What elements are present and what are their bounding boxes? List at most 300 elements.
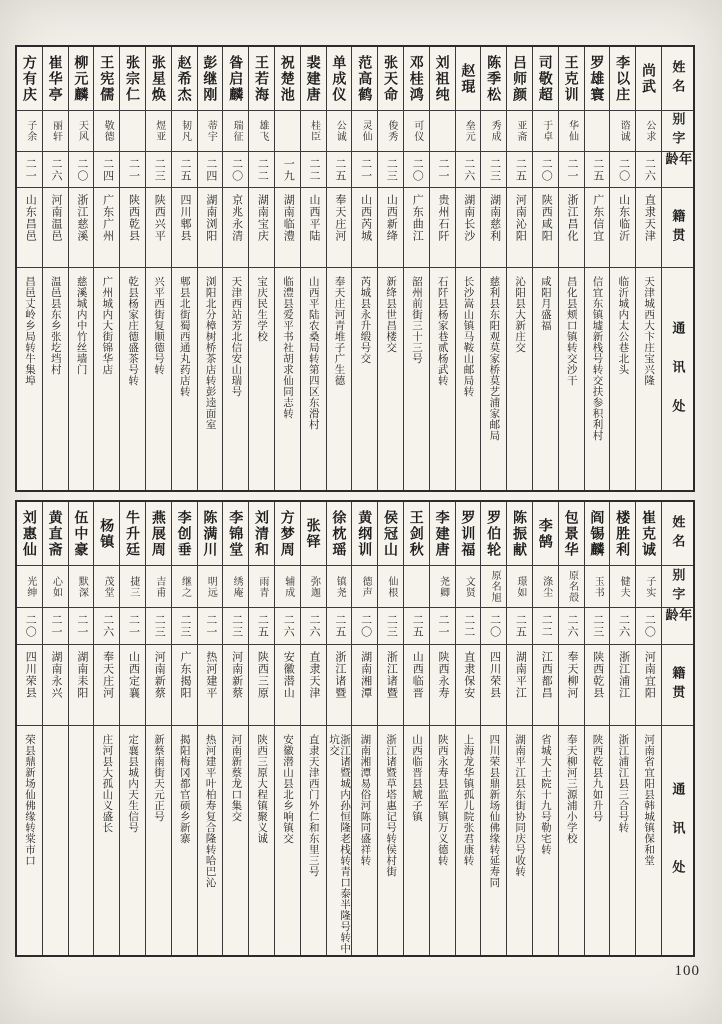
person-courtesy: 灵仙 [352, 111, 377, 152]
person-address: 定襄县城内天生信号 [127, 734, 139, 833]
person-native: 广东曲江 [404, 188, 429, 268]
person-column [377, 502, 403, 955]
person-native: 贵州石阡 [430, 188, 455, 268]
person-age: 二一 [559, 152, 584, 188]
person-courtesy: 健夫 [610, 566, 635, 608]
header-column [661, 502, 693, 955]
person-column [222, 47, 248, 490]
person-courtesy: 德声 [352, 566, 377, 608]
person-courtesy: 原名旭 [481, 566, 506, 608]
person-age: 二一 [120, 608, 145, 645]
person-name: 燕展周 [146, 502, 171, 566]
person-age: 二六 [43, 152, 68, 188]
person-courtesy: 璟如 [507, 566, 532, 608]
person-column [506, 47, 532, 490]
person-age: 二一 [120, 152, 145, 188]
person-column [455, 502, 481, 955]
person-name: 陈满川 [198, 502, 223, 566]
person-courtesy: 谘诚 [610, 111, 635, 152]
person-name: 单成仪 [327, 47, 352, 111]
person-courtesy: 亚斋 [507, 111, 532, 152]
person-courtesy: 敬德 [94, 111, 119, 152]
person-courtesy: 文贤 [456, 566, 481, 608]
person-column [584, 502, 610, 955]
person-age: 二五 [404, 608, 429, 645]
person-column [351, 47, 377, 490]
person-name: 王克训 [559, 47, 584, 111]
person-address: 湖南平江县东街协同庆号收转 [514, 734, 526, 877]
person-column [480, 47, 506, 490]
person-courtesy: 公求 [636, 111, 661, 152]
person-native: 广东信宜 [585, 188, 610, 268]
person-courtesy: 于卓 [533, 111, 558, 152]
person-courtesy: 捷三 [120, 566, 145, 608]
person-column [17, 502, 42, 955]
person-native: 浙江慈溪 [69, 188, 94, 268]
person-name: 李锦堂 [223, 502, 248, 566]
person-name: 黄纲训 [352, 502, 377, 566]
person-native: 直隶天津 [301, 645, 326, 726]
person-address: 安徽潜山县北乡响镇交 [281, 734, 293, 844]
person-native: 陕西乾县 [120, 188, 145, 268]
person-address: 河南新蔡龙口集交 [230, 734, 242, 822]
person-column [609, 47, 635, 490]
person-name: 阎锡麟 [585, 502, 610, 566]
person-column [635, 502, 661, 955]
person-address: 省城大士院十九号勒宅转 [539, 734, 551, 855]
person-courtesy: 弥迦 [301, 566, 326, 608]
person-age: 二六 [610, 608, 635, 645]
person-address: 临澧县爱平书社胡求仙同志转 [281, 276, 293, 419]
person-courtesy: 雄飞 [249, 111, 274, 152]
person-age: 二三 [378, 152, 403, 188]
person-native: 浙江诸暨 [327, 645, 352, 726]
person-column [248, 47, 274, 490]
person-age: 二四 [198, 152, 223, 188]
person-address: 郫县北街蜀西通丸药店转 [178, 276, 190, 397]
person-courtesy: 辅成 [275, 566, 300, 608]
person-column [93, 47, 119, 490]
person-native: 浙江诸暨 [378, 645, 403, 726]
header-name: 姓名 [662, 502, 693, 566]
person-column [145, 47, 171, 490]
person-name: 刘祖纯 [430, 47, 455, 111]
person-age: 二一 [69, 608, 94, 645]
person-native: 湖南平江 [507, 645, 532, 726]
person-column [119, 47, 145, 490]
person-courtesy: 茂堂 [94, 566, 119, 608]
person-age: 二五 [327, 608, 352, 645]
person-age: 二六 [94, 608, 119, 645]
person-courtesy: 涤尘 [533, 566, 558, 608]
person-native: 山西定襄 [120, 645, 145, 726]
person-age: 二〇 [636, 608, 661, 645]
person-native: 陕西三原 [249, 645, 274, 726]
person-address: 长沙嵩山镇马鞍山邮局转 [462, 276, 474, 397]
person-address: 山西临晋县虓子镇 [410, 734, 422, 822]
person-address: 揭阳梅冈都官硕乡新寨 [178, 734, 190, 844]
person-address: 乾县杨家庄德盛茶号转 [127, 276, 139, 386]
person-courtesy: 公诚 [327, 111, 352, 152]
person-column [300, 502, 326, 955]
person-name: 祝楚池 [275, 47, 300, 111]
person-address: 陕西乾县九如升号 [591, 734, 603, 822]
person-native: 广东揭阳 [172, 645, 197, 726]
person-age: 二五 [507, 152, 532, 188]
person-age: 二三 [585, 608, 610, 645]
person-native: 浙江昌化 [559, 188, 584, 268]
person-name: 彭继刚 [198, 47, 223, 111]
person-native: 湖南永兴 [43, 645, 68, 726]
person-native: 河南宜阳 [636, 645, 661, 726]
person-courtesy [585, 111, 610, 152]
person-age: 二一 [17, 152, 42, 188]
person-age: 二三 [223, 608, 248, 645]
person-native: 奉天庄河 [94, 645, 119, 726]
person-address: 浏阳北分樟树桥茶店转彭逵面室 [204, 276, 216, 430]
person-native: 陕西永寿 [430, 645, 455, 726]
person-column [429, 47, 455, 490]
person-column [17, 47, 42, 490]
person-name: 罗训福 [456, 502, 481, 566]
person-courtesy: 绣庵 [223, 566, 248, 608]
person-age: 二六 [559, 608, 584, 645]
person-column [274, 502, 300, 955]
person-name: 方梦周 [275, 502, 300, 566]
person-native: 陕西咸阳 [533, 188, 558, 268]
person-age: 二二 [456, 608, 481, 645]
person-native: 浙江浦江 [610, 645, 635, 726]
person-address [69, 726, 94, 955]
person-age: 二二 [249, 152, 274, 188]
person-address: 陕西三原大程镇聚义诚 [256, 734, 268, 844]
person-name: 罗伯轮 [481, 502, 506, 566]
person-age: 二三 [146, 152, 171, 188]
person-name: 包景华 [559, 502, 584, 566]
person-column [635, 47, 661, 490]
person-address: 陕西永寿县监军镇万义德转 [436, 734, 448, 866]
person-courtesy: 心如 [43, 566, 68, 608]
person-address [43, 726, 68, 955]
person-age: 二五 [327, 152, 352, 188]
person-address: 韶州前街三十三号 [410, 276, 422, 364]
person-name: 李建唐 [430, 502, 455, 566]
person-address: 沁阳县大新庄交 [514, 276, 526, 353]
header-native: 籍贯 [662, 188, 693, 268]
person-native: 奉天庄河 [327, 188, 352, 268]
person-address: 温邑县东乡张圪垱村 [49, 276, 61, 375]
person-name: 尚武 [636, 47, 661, 111]
person-address: 天津城西大卞庄宝兴隆 [643, 276, 655, 386]
person-name: 李创垂 [172, 502, 197, 566]
person-column [584, 47, 610, 490]
person-name: 李以庄 [610, 47, 635, 111]
person-column [532, 47, 558, 490]
person-address: 天津西站芳北信安山瑞号 [230, 276, 242, 397]
person-name: 黄直斋 [43, 502, 68, 566]
header-address: 通讯处 [670, 782, 686, 899]
person-name: 吕师颜 [507, 47, 532, 111]
person-age: 二四 [94, 152, 119, 188]
person-name: 司敬超 [533, 47, 558, 111]
person-name: 柳元麟 [69, 47, 94, 111]
person-name: 张宗仁 [120, 47, 145, 111]
person-courtesy [404, 566, 429, 608]
person-address: 宝庆民生学校 [256, 276, 268, 342]
person-column [145, 502, 171, 955]
person-courtesy: 桂臣 [301, 111, 326, 152]
person-name: 刘惠仙 [17, 502, 42, 566]
person-column [351, 502, 377, 955]
person-courtesy: 瑞征 [223, 111, 248, 152]
person-column [377, 47, 403, 490]
person-column [171, 47, 197, 490]
person-column [506, 502, 532, 955]
person-courtesy: 雨青 [249, 566, 274, 608]
person-courtesy: 默深 [69, 566, 94, 608]
person-courtesy [275, 111, 300, 152]
person-name: 张天命 [378, 47, 403, 111]
person-age: 二〇 [533, 152, 558, 188]
person-column [326, 502, 352, 955]
person-name: 徐枕瑶 [327, 502, 352, 566]
person-courtesy: 丽轩 [43, 111, 68, 152]
person-column [119, 502, 145, 955]
person-address: 昌邑丈岭乡局转牛集埠 [23, 276, 35, 386]
person-address: 咸阳月盛福 [539, 276, 551, 331]
person-native: 湖南长沙 [456, 188, 481, 268]
person-column [532, 502, 558, 955]
person-address: 四川荣县鼎新场仙佛缘转延寿同 [488, 734, 500, 888]
person-address: 上海龙华镇孤儿院张君康转 [462, 734, 474, 866]
person-native: 陕西兴平 [146, 188, 171, 268]
person-column [42, 502, 68, 955]
person-address: 浙江浦江县三合号转 [617, 734, 629, 833]
person-native: 山东临沂 [610, 188, 635, 268]
person-age: 二〇 [17, 608, 42, 645]
person-courtesy [120, 111, 145, 152]
person-address: 河南省宜阳县韩城镇保和堂 [643, 734, 655, 866]
person-column [222, 502, 248, 955]
header-name: 姓名 [662, 47, 693, 111]
header-courtesy: 别字 [662, 566, 693, 608]
person-address: 奉天柳河三源浦小学校 [565, 734, 577, 844]
person-age: 二〇 [223, 152, 248, 188]
person-age: 一九 [275, 152, 300, 188]
person-courtesy: 原名殻 [559, 566, 584, 608]
person-name: 邓桂鸿 [404, 47, 429, 111]
person-courtesy: 明远 [198, 566, 223, 608]
person-column [403, 47, 429, 490]
person-age: 二六 [636, 152, 661, 188]
person-name: 牛升廷 [120, 502, 145, 566]
person-native: 山西平陆 [301, 188, 326, 268]
person-age: 二五 [507, 608, 532, 645]
person-age: 二〇 [352, 608, 377, 645]
person-courtesy: 可仪 [404, 111, 429, 152]
person-native: 山西临晋 [404, 645, 429, 726]
person-age: 二二 [301, 152, 326, 188]
person-age: 二一 [430, 608, 455, 645]
person-courtesy: 仙根 [378, 566, 403, 608]
person-name: 杨镇 [94, 502, 119, 566]
person-column [197, 502, 223, 955]
person-courtesy: 子实 [636, 566, 661, 608]
person-address: 荣县鼎新场仙佛缘转棠市口 [23, 734, 35, 866]
person-native: 奉天柳河 [559, 645, 584, 726]
person-courtesy: 秀成 [481, 111, 506, 152]
person-address: 昌化县颊口镇转交沙干 [565, 276, 577, 386]
person-name: 赵希杰 [172, 47, 197, 111]
person-native: 湖南湘潭 [352, 645, 377, 726]
person-column [455, 47, 481, 490]
person-name: 方有庆 [17, 47, 42, 111]
person-address: 奉天庄河青堆子广生德 [333, 276, 345, 386]
person-column [558, 502, 584, 955]
person-age: 二〇 [481, 608, 506, 645]
person-address: 慈溪城内中竹丝墙门 [75, 276, 87, 375]
person-address: 直隶天津西门外仁和东里三号 [307, 734, 319, 877]
person-name: 范高鹤 [352, 47, 377, 111]
person-native: 山东昌邑 [17, 188, 42, 268]
person-courtesy: 吉甫 [146, 566, 171, 608]
person-courtesy: 光绅 [17, 566, 42, 608]
person-name: 裴建唐 [301, 47, 326, 111]
person-courtesy: 蒂宇 [198, 111, 223, 152]
person-address: 信宜东镇墟新栈号转交扶参积利村 [591, 276, 603, 441]
person-name: 陈季松 [481, 47, 506, 111]
person-name: 王剑秋 [404, 502, 429, 566]
person-name: 罗雄寰 [585, 47, 610, 111]
person-address: 湖南湘潭易俗河陈同盛祥转 [359, 734, 371, 866]
person-courtesy: 垒元 [456, 111, 481, 152]
person-column [403, 502, 429, 955]
person-address: 浙江诸暨草塔惠记号转侯村街 [385, 734, 397, 877]
person-native: 湖南慈利 [481, 188, 506, 268]
person-column [68, 502, 94, 955]
person-courtesy: 天风 [69, 111, 94, 152]
person-age: 二一 [43, 608, 68, 645]
person-name: 王宪儒 [94, 47, 119, 111]
person-age: 二五 [249, 608, 274, 645]
person-name: 张星焕 [146, 47, 171, 111]
person-column [248, 502, 274, 955]
person-address: 兴平西街复顺德号转 [152, 276, 164, 375]
person-native: 山西芮城 [352, 188, 377, 268]
person-courtesy: 华仙 [559, 111, 584, 152]
person-name: 王若海 [249, 47, 274, 111]
person-courtesy: 俊秀 [378, 111, 403, 152]
person-native: 四川荣县 [17, 645, 42, 726]
person-courtesy: 韧凡 [172, 111, 197, 152]
person-name: 崔克诚 [636, 502, 661, 566]
person-address: 广州城内大街锦华店 [101, 276, 113, 375]
person-native: 四川郫县 [172, 188, 197, 268]
person-column [558, 47, 584, 490]
person-name: 楼胜利 [610, 502, 635, 566]
person-age: 二一 [352, 152, 377, 188]
person-column [480, 502, 506, 955]
person-age: 二一 [430, 152, 455, 188]
person-address: 庄河县大孤山义盛长 [101, 734, 113, 833]
person-address: 芮城县永升缎号交 [359, 276, 371, 364]
person-native: 江西都昌 [533, 645, 558, 726]
person-native: 湖南耒阳 [69, 645, 94, 726]
person-age: 二〇 [404, 152, 429, 188]
person-native: 京兆永清 [223, 188, 248, 268]
person-column [197, 47, 223, 490]
registry-table-bottom [15, 500, 695, 957]
person-courtesy: 子余 [17, 111, 42, 152]
header-address: 通讯处 [670, 320, 686, 438]
person-address: 热河建平叶柏寿复合隆转哈巴沁 [204, 734, 216, 888]
person-name: 陈振献 [507, 502, 532, 566]
person-courtesy: 尧卿 [430, 566, 455, 608]
person-age: 二一 [198, 608, 223, 645]
person-native: 河南新蔡 [146, 645, 171, 726]
person-address: 临沂城内太公巷北头 [617, 276, 629, 375]
header-courtesy: 别字 [662, 111, 693, 152]
person-courtesy: 镇尧 [327, 566, 352, 608]
person-native: 四川荣县 [481, 645, 506, 726]
header-native: 籍贯 [662, 645, 693, 726]
person-native: 河南沁阳 [507, 188, 532, 268]
person-native: 湖南临澧 [275, 188, 300, 268]
person-address: 石阡县杨家巷贰杨武转 [436, 276, 448, 386]
person-native: 直隶天津 [636, 188, 661, 268]
person-address: 浙江诸暨城内孙恒隆老栈转青口泰半隆号转中坑交 [328, 734, 351, 954]
person-age: 二五 [585, 152, 610, 188]
person-native: 热河建平 [198, 645, 223, 726]
person-name: 李鹄 [533, 502, 558, 566]
person-age: 二三 [481, 152, 506, 188]
person-age: 二三 [146, 608, 171, 645]
person-name: 昝启麟 [223, 47, 248, 111]
person-age: 二五 [172, 152, 197, 188]
person-age: 二六 [275, 608, 300, 645]
person-address: 新绛县世昌楼交 [385, 276, 397, 353]
person-native: 湖南宝庆 [249, 188, 274, 268]
person-address: 山西平陆农桑局转第四区东滑村 [307, 276, 319, 430]
header-age: 年龄 [662, 608, 693, 645]
person-age: 二〇 [69, 152, 94, 188]
person-name: 刘清和 [249, 502, 274, 566]
person-age: 二二 [533, 608, 558, 645]
person-native: 河南新蔡 [223, 645, 248, 726]
person-age: 二六 [301, 608, 326, 645]
person-age: 二三 [172, 608, 197, 645]
person-address: 慈利县东阳观莫家桥莫艺浦家邮局 [488, 276, 500, 441]
person-native: 陕西乾县 [585, 645, 610, 726]
person-native: 直隶保安 [456, 645, 481, 726]
person-age: 二〇 [610, 152, 635, 188]
person-courtesy [430, 111, 455, 152]
person-address: 新蔡南街天元正号 [152, 734, 164, 822]
person-name: 张铎 [301, 502, 326, 566]
page-number: 100 [674, 963, 700, 979]
person-column [274, 47, 300, 490]
person-name: 赵琨 [456, 47, 481, 111]
person-courtesy: 玉书 [585, 566, 610, 608]
person-native: 湖南浏阳 [198, 188, 223, 268]
registry-table-top [15, 45, 695, 492]
person-column [300, 47, 326, 490]
person-name: 伍中豪 [69, 502, 94, 566]
person-name: 崔华亭 [43, 47, 68, 111]
header-column [661, 47, 693, 490]
person-column [171, 502, 197, 955]
person-column [326, 47, 352, 490]
